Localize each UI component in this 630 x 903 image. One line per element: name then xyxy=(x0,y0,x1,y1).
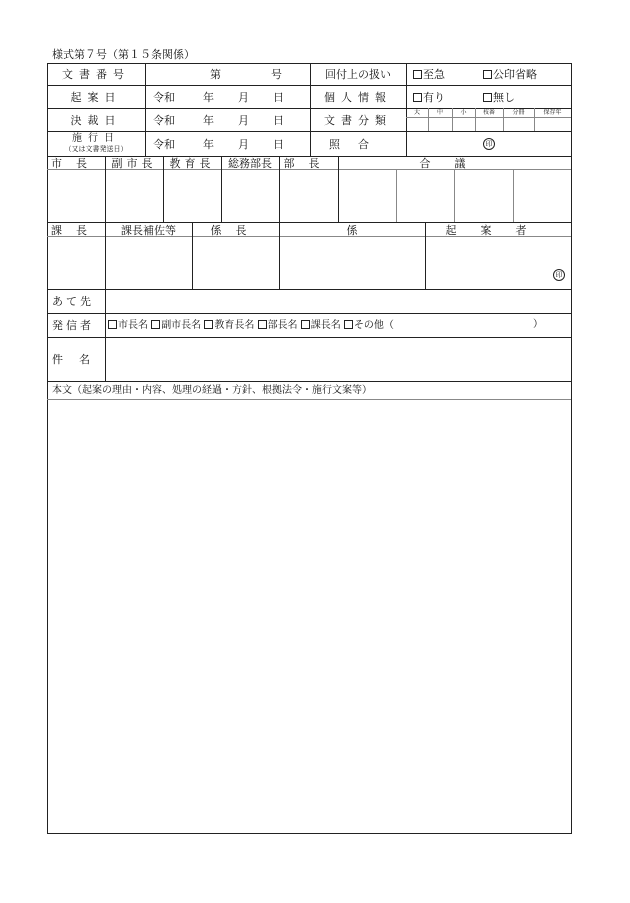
approver-assistant-chief-label: 課長補佐等 xyxy=(121,224,176,237)
sender-option-director[interactable]: 部長名 xyxy=(258,320,298,331)
class-col-major: 大 xyxy=(413,109,420,116)
enforced-date-label: 施行日 xyxy=(72,133,120,144)
class-col-volume: 分冊 xyxy=(512,109,525,116)
doc-number-dai: 第 xyxy=(210,68,221,81)
urgent-checkbox[interactable]: 至急 xyxy=(413,69,445,80)
checkbox-icon xyxy=(413,93,422,102)
sender-option-other[interactable]: その他（ xyxy=(344,320,394,331)
enforced-era: 令和 xyxy=(153,138,175,151)
collation-seal-icon: 印 xyxy=(483,138,495,150)
doc-number-go: 号 xyxy=(271,68,282,81)
class-col-middle: 中 xyxy=(436,109,443,116)
drafted-date-label: 起案日 xyxy=(70,91,122,104)
personal-info-yes-checkbox[interactable]: 有り xyxy=(413,92,445,103)
checkbox-icon xyxy=(301,320,310,329)
addressee-field[interactable] xyxy=(106,290,571,313)
sender-other-close: ） xyxy=(533,319,543,330)
seal-omit-checkbox[interactable]: 公印省略 xyxy=(483,69,537,80)
approver-deputy-mayor-label: 副市長 xyxy=(111,157,157,170)
checkbox-icon xyxy=(108,320,117,329)
enforced-month: 月 xyxy=(238,138,249,151)
classification-label: 文書分類 xyxy=(324,114,392,127)
doc-number-label: 文書番号 xyxy=(62,68,130,81)
approver-general-affairs-director-label: 総務部長 xyxy=(228,157,272,170)
collation-label: 照合 xyxy=(329,138,387,151)
sender-option-deputy-mayor[interactable]: 副市長名 xyxy=(151,320,201,331)
checkbox-icon xyxy=(151,320,160,329)
consultation-label: 合議 xyxy=(419,157,490,170)
sender-option-mayor[interactable]: 市長名 xyxy=(108,320,148,331)
drafted-day: 日 xyxy=(273,91,284,104)
drafter-label: 起案者 xyxy=(445,224,551,237)
drafter-seal-icon: 印 xyxy=(553,269,565,281)
checkbox-icon xyxy=(204,320,213,329)
checkbox-icon xyxy=(258,320,267,329)
enforced-day: 日 xyxy=(273,138,284,151)
approver-staff-label: 係 xyxy=(346,224,358,237)
enforced-date-sub: （又は文書発送日） xyxy=(64,145,128,153)
approver-superintendent-label: 教育長 xyxy=(169,157,215,170)
sender-option-section-chief[interactable]: 課長名 xyxy=(301,320,341,331)
addressee-label: あて先 xyxy=(52,295,94,308)
personal-info-label: 個人情報 xyxy=(324,91,392,104)
checkbox-icon xyxy=(413,70,422,79)
sender-label: 発信者 xyxy=(52,319,94,332)
enforced-year: 年 xyxy=(203,138,214,151)
handling-label: 回付上の扱い xyxy=(325,68,391,81)
form-number-caption: 様式第７号（第１５条関係） xyxy=(52,48,195,61)
approver-director-label: 部長 xyxy=(283,157,334,170)
class-col-minor: 小 xyxy=(460,109,467,116)
checkbox-icon xyxy=(344,320,353,329)
subject-field[interactable] xyxy=(106,338,571,381)
drafted-era: 令和 xyxy=(153,91,175,104)
sender-options xyxy=(108,320,394,331)
drafted-month: 月 xyxy=(238,91,249,104)
approver-subsection-chief-label: 係長 xyxy=(210,224,261,237)
subject-label: 件名 xyxy=(52,353,106,366)
decided-month: 月 xyxy=(238,114,249,127)
personal-info-no-checkbox[interactable]: 無し xyxy=(483,92,515,103)
drafted-year: 年 xyxy=(203,91,214,104)
decided-year: 年 xyxy=(203,114,214,127)
decided-date-label: 決裁日 xyxy=(70,114,122,127)
decided-era: 令和 xyxy=(153,114,175,127)
body-field[interactable] xyxy=(48,400,571,833)
decided-day: 日 xyxy=(273,114,284,127)
class-col-retention: 保存年 xyxy=(543,109,562,116)
class-col-branch: 枝番 xyxy=(482,109,495,116)
approver-section-chief-label: 課長 xyxy=(51,224,101,237)
body-label: 本文（起案の理由・内容、処理の経過・方針、根拠法令・施行文案等） xyxy=(52,385,372,396)
sender-option-superintendent[interactable]: 教育長名 xyxy=(204,320,254,331)
approver-mayor-label: 市長 xyxy=(51,157,101,170)
checkbox-icon xyxy=(483,93,492,102)
checkbox-icon xyxy=(483,70,492,79)
